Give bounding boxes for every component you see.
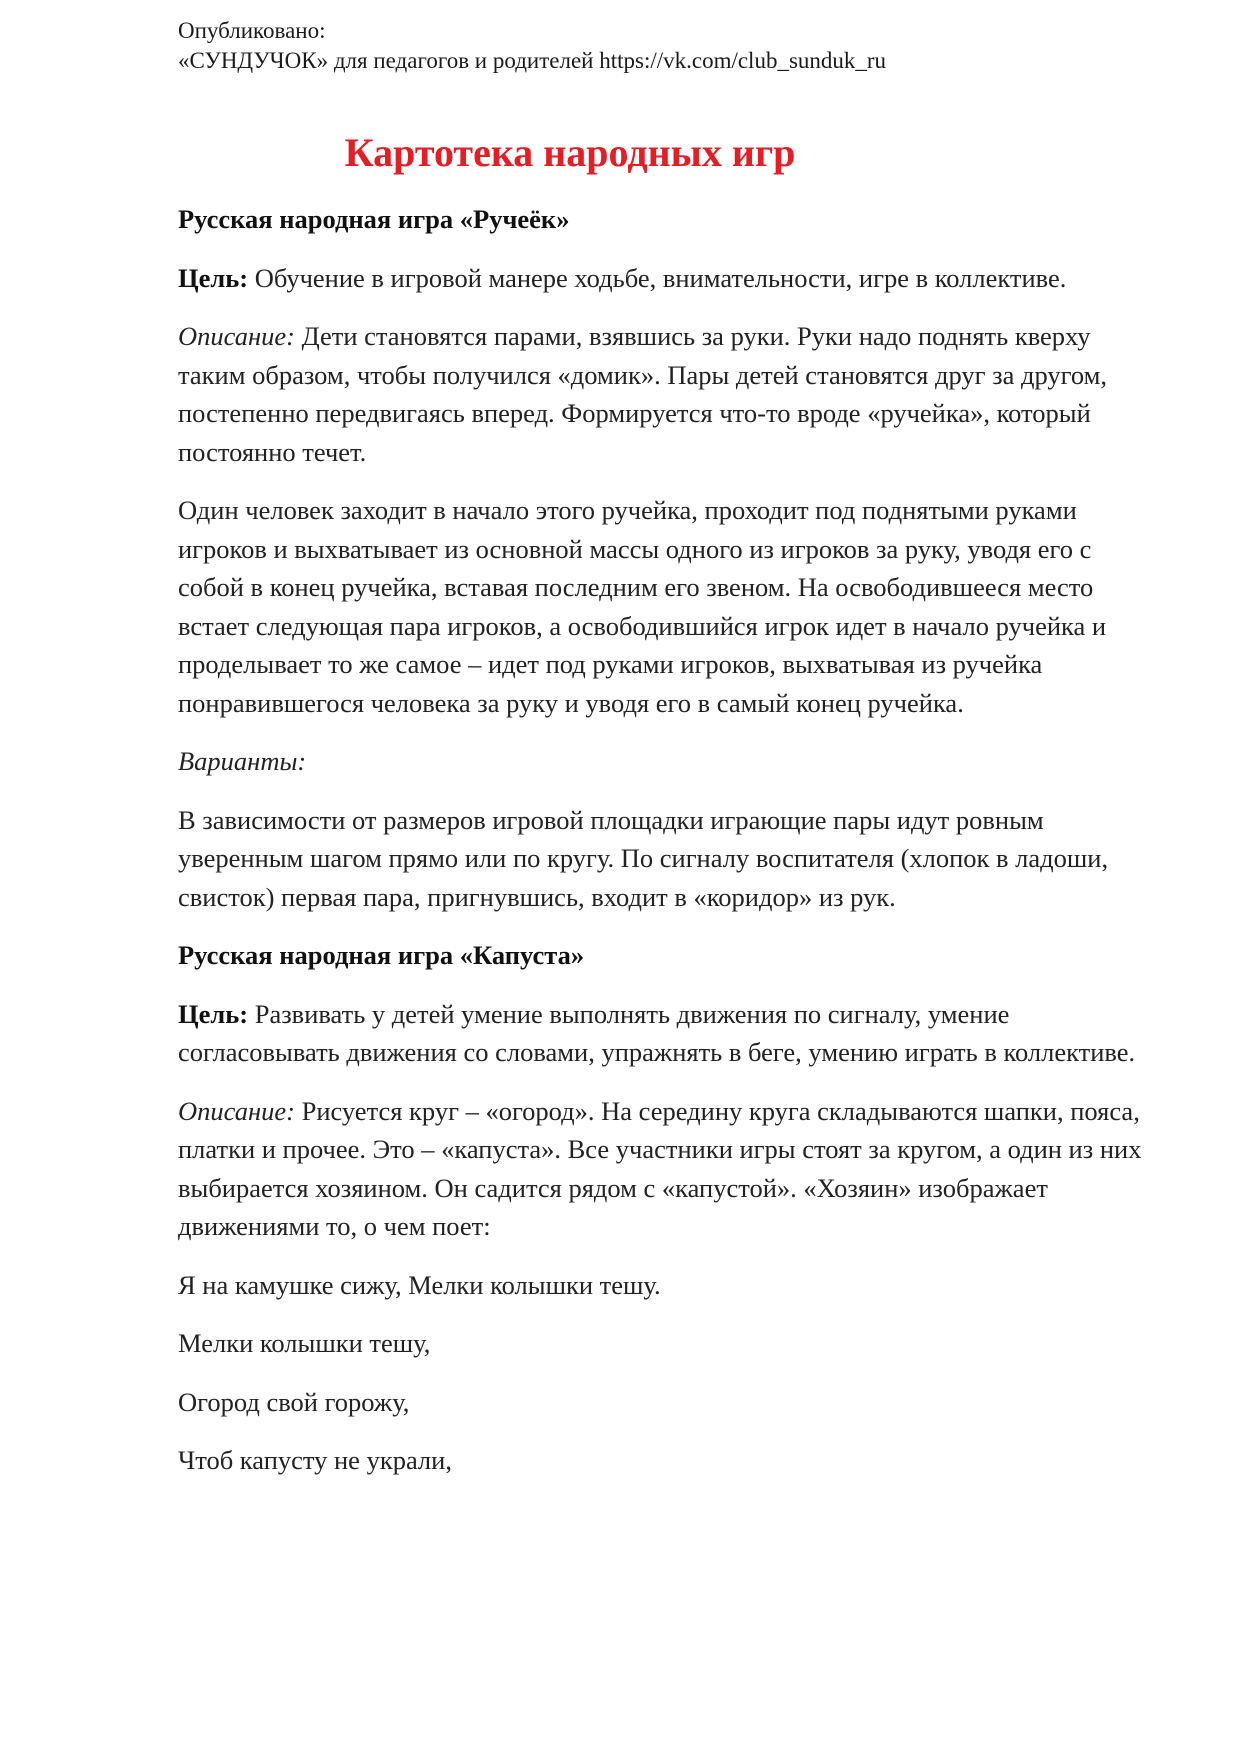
game2-goal-label: Цель:: [178, 998, 249, 1029]
game1-paragraph-2: Один человек заходит в начало этого ручейка, проходит под поднятыми руками игроков и выхватывает из основной массы одного из игроков за руку, уводя его с собой в конец ручейка, вставая последним его звеном. На освободившееся место встает следующая пара игроков, а освободившийся игрок идет в начало ручейка и проделывает то же самое – идет под руками игроков, выхватывая из ручейка понравившегося человека за руку и уводя его в самый конец ручейка.: [178, 495, 1107, 718]
verse-line: Огород свой горожу,: [178, 1386, 410, 1417]
game2-description-text: Рисуется круг – «огород». На середину круга складываются шапки, пояса, платки и прочее. Это – «капуста». Все участники игры стоят за кругом, а один из них выбирается хозяином. Он садится рядом с «капустой». «Хозяин» изображает движениями то, о чем поет:: [178, 1095, 1142, 1241]
game1-variants-text: В зависимости от размеров игровой площадки играющие пары идут ровным уверенным шагом прямо или по кругу. По сигналу воспитателя (хлопок в ладоши, свисток) первая пара, пригнувшись, входит в «коридор» из рук.: [178, 804, 1109, 912]
game2-goal-paragraph: [178, 995, 1153, 1072]
game2-goal-text: Развивать у детей умение выполнять движения по сигналу, умение согласовывать движения со словами, упражнять в беге, умению играть в коллективе.: [178, 998, 1136, 1067]
page-title: Картотека народных игр: [344, 130, 796, 175]
publication-header: [178, 16, 1178, 76]
game2-description-paragraph: [178, 1092, 1153, 1246]
game2-description-label: Описание:: [178, 1095, 295, 1126]
game1-description-paragraph: [178, 317, 1153, 471]
game1-description-text: Дети становятся парами, взявшись за руки. Руки надо поднять кверху таким образом, чтобы получился «домик». Пары детей становятся друг за другом, постепенно передвигаясь вперед. Формируется что-то вроде «ручейка», который постоянно течет.: [178, 321, 1107, 467]
game1-variants-label: Варианты:: [178, 746, 307, 776]
game1-goal-label: Цель:: [178, 262, 249, 293]
verse-line: Чтоб капусту не украли,: [178, 1445, 452, 1475]
verse-line: Мелки колышки тешу,: [178, 1328, 431, 1358]
header-source-line: «СУНДУЧОК» для педагогов и родителей https://vk.com/club_sunduk_ru: [178, 48, 887, 73]
header-published-label: Опубликовано:: [178, 18, 326, 43]
game1-goal-text: Обучение в игровой манере ходьбе, внимательности, игре в коллективе.: [248, 262, 1067, 293]
verse-line: Я на камушке сижу, Мелки колышки тешу.: [178, 1269, 661, 1300]
game1-heading: Русская народная игра «Ручеёк»: [178, 204, 570, 234]
game1-goal-paragraph: [178, 259, 1153, 298]
game2-heading: Русская народная игра «Капуста»: [178, 940, 585, 970]
document-body: [178, 200, 1153, 1500]
game1-description-label: Описание:: [178, 321, 295, 351]
